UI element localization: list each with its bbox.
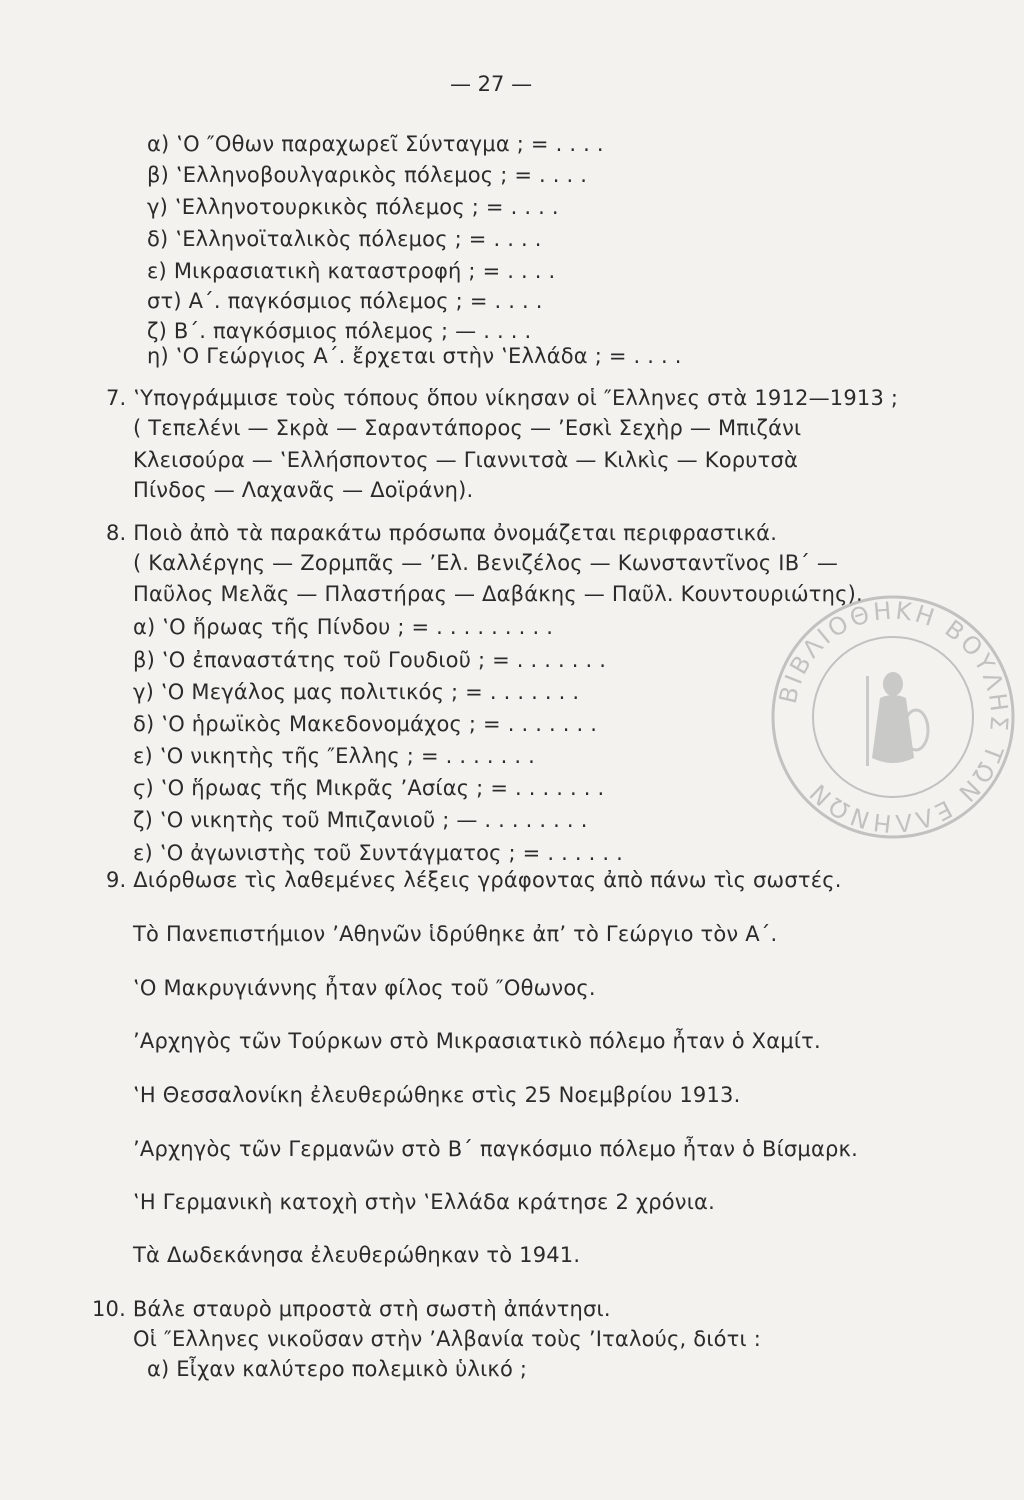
list-item: ε) ‛Ο ἀγωνιστὴς τοῦ Συντάγματος ; = . . . . . . (133, 841, 623, 865)
library-stamp (768, 588, 1018, 846)
list-item: ε) ‛Ο νικητὴς τῆς ″Ελλης ; = . . . . . . . (133, 744, 536, 768)
question-10-title: 10. Βάλε σταυρὸ μπροστὰ στὴ σωστὴ ἀπάντησι. (92, 1297, 611, 1321)
question-8-title: 8. Ποιὸ ἀπὸ τὰ παρακάτω πρόσωπα ὀνομάζεται περιφραστικά. (106, 521, 778, 545)
question-7-line: Πίνδος — Λαχανᾶς — Δοϊράνη). (133, 478, 474, 502)
svg-text:ΒΙΒΛΙΟΘΗΚΗ ΒΟΥΛΗΣ ΤΩΝ ΕΛΛΗΝΩΝ: ΒΙΒΛΙΟΘΗΚΗ ΒΟΥΛΗΣ ΤΩΝ ΕΛΛΗΝΩΝ (773, 596, 1014, 838)
question-8-line: ( Καλλέργης — Ζορμπᾶς — ’Ελ. Βενιζέλος — Κωνσταντῖνος ΙΒ΄ — (133, 551, 839, 575)
list-item: γ) ‛Ελληνοτουρκικὸς πόλεμος ; = . . . . (147, 195, 559, 219)
list-item: γ) ‛Ο Μεγάλος μας πολιτικός ; = . . . . . . . (133, 680, 580, 704)
list-item: ϛ) ‛Ο ἥρωας τῆς Μικρᾶς ’Ασίας ; = . . . . . . . (133, 776, 605, 800)
sentence: ‛Η Γερμανικὴ κατοχὴ στὴν ‛Ελλάδα κράτησε 2 χρόνια. (133, 1190, 715, 1214)
list-item: β) ‛Ελληνοβουλγαρικὸς πόλεμος ; = . . . . (147, 163, 588, 187)
question-7-title: 7. ‛Υπογράμμισε τοὺς τόπους ὅπου νίκησαν οἱ ″Ελληνες στὰ 1912—1913 ; (106, 386, 899, 410)
list-item: στ) Α΄. παγκόσμιος πόλεμος ; = . . . . (147, 289, 543, 313)
list-item: ζ) Β΄. παγκόσμιος πόλεμος ; — . . . . (147, 319, 532, 343)
sentence: ‛Η Θεσσαλονίκη ἐλευθερώθηκε στὶς 25 Νοεμβρίου 1913. (133, 1083, 741, 1107)
sentence: ’Αρχηγὸς τῶν Τούρκων στὸ Μικρασιατικὸ πόλεμο ἦταν ὁ Χαμίτ. (133, 1029, 821, 1053)
list-item: α) ‛Ο ἥρωας τῆς Πίνδου ; = . . . . . . . . . (133, 615, 554, 639)
question-9-title: 9. Διόρθωσε τὶς λαθεμένες λέξεις γράφοντας ἀπὸ πάνω τὶς σωστές. (106, 868, 842, 892)
list-item: ζ) ‛Ο νικητὴς τοῦ Μπιζανιοῦ ; — . . . . . . . . (133, 808, 588, 832)
sentence: ’Αρχηγὸς τῶν Γερμανῶν στὸ Β΄ παγκόσμιο πόλεμο ἦταν ὁ Βίσμαρκ. (133, 1137, 859, 1161)
sentence: ‛Ο Μακρυγιάννης ἦταν φίλος τοῦ ″Οθωνος. (133, 976, 596, 1000)
list-item: η) ‛Ο Γεώργιος Α΄. ἔρχεται στὴν ‛Ελλάδα ; = . . . . (147, 344, 682, 368)
page-number: — 27 — (450, 72, 533, 96)
question-8-line: Παῦλος Μελᾶς — Πλαστήρας — Δαβάκης — Παῦλ. Κουντουριώτης). (133, 582, 863, 606)
sentence: Τὸ Πανεπιστήμιον ’Αθηνῶν ἱδρύθηκε ἀπ’ τὸ Γεώργιο τὸν Α΄. (133, 922, 778, 946)
list-item: α) ‛Ο ″Οθων παραχωρεῖ Σύνταγμα ; = . . . . (147, 132, 604, 156)
question-7-line: ( Τεπελένι — Σκρὰ — Σαραντάπορος — ’Εσκὶ Σεχὴρ — Μπιζάνι (133, 416, 802, 440)
list-item: δ) ‛Ο ἡρωϊκὸς Μακεδονομάχος ; = . . . . . . . (133, 712, 598, 736)
question-7-line: Κλεισούρα — ‛Ελλήσποντος — Γιαννιτσὰ — Κιλκὶς — Κορυτσὰ (133, 448, 799, 472)
list-item: β) ‛Ο ἐπαναστάτης τοῦ Γουδιοῦ ; = . . . . . . . (133, 648, 607, 672)
question-10-line: Οἱ ″Ελληνες νικοῦσαν στὴν ’Αλβανία τοὺς ’Ιταλούς, διότι : (133, 1327, 761, 1351)
list-item: α) Εἶχαν καλύτερο πολεμικὸ ὑλικό ; (147, 1357, 528, 1381)
sentence: Τὰ Δωδεκάνησα ἐλευθερώθηκαν τὸ 1941. (133, 1243, 581, 1267)
list-item: δ) ‛Ελληνοϊταλικὸς πόλεμος ; = . . . . (147, 227, 542, 251)
list-item: ε) Μικρασιατικὴ καταστροφή ; = . . . . (147, 259, 556, 283)
